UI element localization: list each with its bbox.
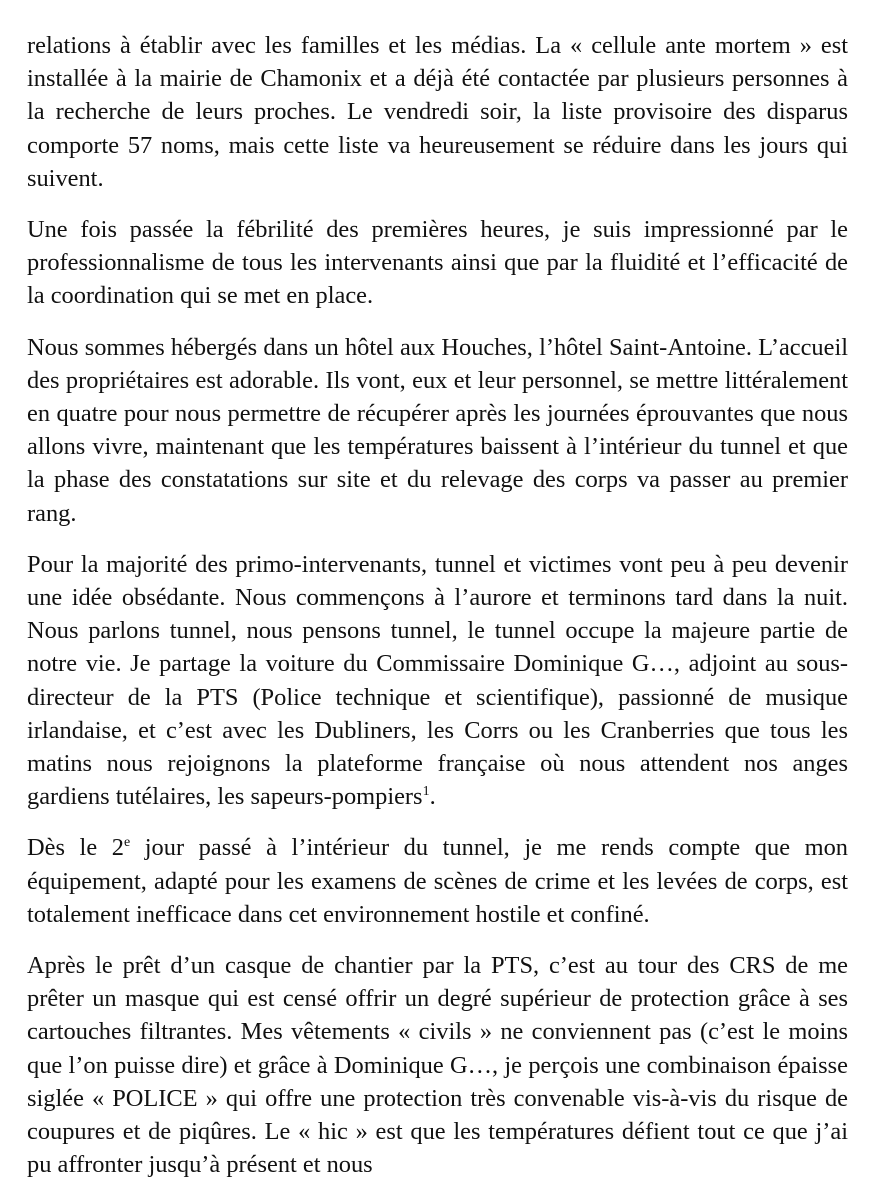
- paragraph-5: [27, 831, 848, 931]
- paragraph-6: Après le prêt d’un casque de chantier par la PTS, c’est au tour des CRS de me prêter un masque qui est censé offrir un degré supérieur de protection grâce à ses cartouches filtrantes. Mes vêtements « civils » ne conviennent pas (c’est le moins que l’on puisse dire) et grâce à Dominique G…, je perçois une combinaison épaisse siglée « POLICE » qui offre une protection très convenable vis-à-vis du risque de coupures et de piqûres. Le « hic » est que les températures défient tout ce que j’ai pu affronter jusqu’à présent et nous: [27, 952, 848, 1179]
- paragraph-4: [27, 548, 848, 814]
- footnote-marker[interactable]: 1: [422, 784, 430, 800]
- paragraph-2: Une fois passée la fébrilité des premières heures, je suis impressionné par le professionnalisme de tous les intervenants ainsi que par la fluidité et l’efficacité de la coordination qui se met en place.: [27, 216, 848, 310]
- paragraph-5-text: jour passé à l’intérieur du tunnel, je me rends compte que mon équipement, adapté pour les examens de scènes de crime et les levées de corps, est totalement inefficace dans cet environnement hostile et confiné.: [27, 834, 848, 928]
- ordinal-superscript: e: [123, 835, 131, 851]
- paragraph-4-end: .: [429, 783, 436, 811]
- paragraph-5-start: Dès le 2: [27, 834, 124, 862]
- paragraph-3: Nous sommes hébergés dans un hôtel aux Houches, l’hôtel Saint-Antoine. L’accueil des propriétaires est adorable. Ils vont, eux et leur personnel, se mettre littéralement en quatre pour nous permettre de récupérer après les journées éprouvantes que nous allons vivre, maintenant que les températures baissent à l’intérieur du tunnel et que la phase des constatations sur site et du relevage des corps va passer au premier rang.: [27, 333, 848, 527]
- paragraph-1: relations à établir avec les familles et les médias. La « cellule ante mortem » est installée à la mairie de Chamonix et a déjà été contactée par plusieurs personnes à la recherche de leurs proches. Le vendredi soir, la liste provisoire des disparus comporte 57 noms, mais cette liste va heureusement se réduire dans les jours qui suivent.: [27, 32, 848, 192]
- paragraph-4-text: Pour la majorité des primo-intervenants, tunnel et victimes vont peu à peu devenir une idée obsédante. Nous commençons à l’aurore et terminons tard dans la nuit. Nous parlons tunnel, nous pensons tunnel, le tunnel occupe la majeure partie de notre vie. Je partage la voiture du Commissaire Dominique G…, adjoint au sous-directeur de la PTS (Police technique et scientifique), passionné de musique irlandaise, et c’est avec les Dubliners, les Corrs ou les Cranberries que tous les matins nous rejoignons la plateforme française où nous attendent nos anges gardiens tutélaires, les sapeurs-pompiers: [27, 550, 848, 811]
